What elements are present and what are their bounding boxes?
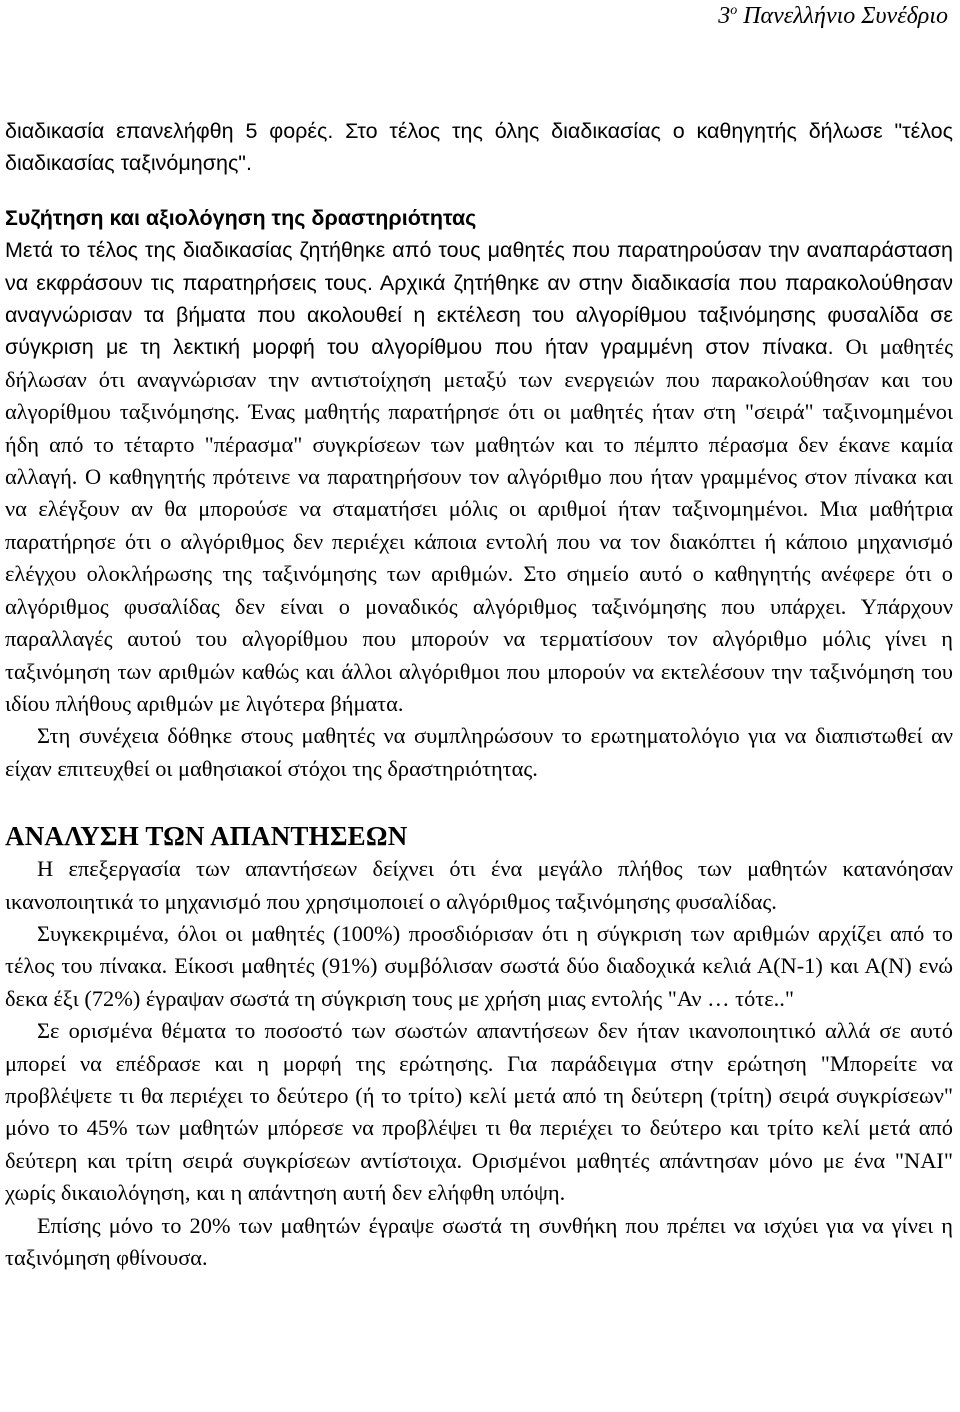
spacer (5, 180, 953, 202)
analysis-paragraph-2: Συγκεκριμένα, όλοι οι μαθητές (100%) προσδιόρισαν ότι η σύγκριση των αριθμών αρχίζει από το τέλος του πίνακα. Είκοσι μαθητές (91%) συμβόλισαν σωστά δύο διαδοχικά κελιά Α(Ν-1) και Α(Ν) ενώ δεκα έξι (72%) έγραψαν σωστά τη σύγκριση τους με χρήση μιας εντολής "Αν … τότε.." (5, 920, 953, 1011)
running-header (718, 0, 948, 32)
intro-paragraph: διαδικασία επανελήφθη 5 φορές. Στο τέλος της όλης διαδικασίας ο καθηγητής δήλωσε "τέλος διαδικασίας ταξινόμησης". (5, 119, 953, 176)
analysis-paragraph-4: Επίσης μόνο το 20% των μαθητών έγραψε σωστά τη συνθήκη που πρέπει να ισχύει για να γίνει η ταξινόμηση φθίνουσα. (5, 1212, 953, 1270)
header-number: 3 (718, 3, 731, 29)
header-title: Πανελλήνιο Συνέδριο (737, 3, 948, 29)
analysis-paragraph-1: Η επεξεργασία των απαντήσεων δείχνει ότι ένα μεγάλο πλήθος των μαθητών κατανόησαν ικανοποιητικά το μηχανισμό που χρησιμοποιεί ο αλγόριθμος ταξινόμησης φυσαλίδας. (5, 856, 953, 914)
analysis-paragraph-3: Σε ορισμένα θέματα το ποσοστό των σωστών απαντήσεων δεν ήταν ικανοποιητικό αλλά σε αυτό μπορεί να επέδρασε και η μορφή της ερώτησης. Για παράδειγμα στην ερώτηση "Μπορείτε να προβλέψετε τι θα περιέχει το δεύτερο (ή το τρίτο) κελί μετά από τη δεύτερη (τρίτη) σειρά συγκρίσεων" μόνο το 45% των μαθητών μπόρεσε να προβλέψει τι θα περιέχει το δεύτερο και τρίτο κελί μετά από δεύτερη και τρίτη σειρά συγκρίσεων αντίστοιχα. Ορισμένοι μαθητές απάντησαν μόνο με ένα "ΝΑΙ" χωρίς δικαιολόγηση, και η απάντηση αυτή δεν ελήφθη υπόψη. (5, 1018, 953, 1206)
header-superscript: ο (730, 3, 738, 18)
spacer (5, 785, 953, 819)
document-body (5, 115, 953, 1274)
discussion-heading: Συζήτηση και αξιολόγηση της δραστηριότητας (5, 205, 477, 230)
questionnaire-paragraph: Στη συνέχεια δόθηκε στους μαθητές να συμπληρώσουν το ερωτηματολόγιο για να διαπιστωθεί αν είχαν επιτευχθεί οι μαθησιακοί στόχοι της δραστηριότητας. (5, 723, 953, 781)
analysis-heading: ΑΝΑΛΥΣΗ ΤΩΝ ΑΠΑΝΤΗΣΕΩΝ (5, 821, 408, 852)
discussion-text-part2: Οι μαθητές δήλωσαν ότι αναγνώρισαν την αντιστοίχηση μεταξύ των ενεργειών που παρακολούθησαν και του αλγορίθμου ταξινόμησης. Ένας μαθητής παρατήρησε ότι οι μαθητές ήταν στη "σειρά" ταξινομημένοι ήδη από το τέταρτο "πέρασμα" συγκρίσεων των μαθητών και το πέμπτο πέρασμα δεν έκανε καμία αλλαγή. Ο καθηγητής πρότεινε να παρατηρήσουν τον αλγόριθμο που ήταν γραμμένος στον πίνακα και να ελέγξουν αν θα μπορούσε να σταματήσει μόλις οι αριθμοί ήταν ταξινομημένοι. Μια μαθήτρια παρατήρησε ότι ο αλγόριθμος δεν περιέχει κάποια εντολή που να τον διακόπτει ή κάποιο μηχανισμό ελέγχου ολοκλήρωσης της ταξινόμησης των αριθμών. Στο σημείο αυτό ο καθηγητής ανέφερε ότι ο αλγόριθμος φυσαλίδας δεν είναι ο μοναδικός αλγόριθμος ταξινόμησης που υπάρχει. Υπάρχουν παραλλαγές αυτού του αλγορίθμου που μπορούν να τερματίσουν τον αλγόριθμο μόλις γίνει η ταξινόμηση των αριθμών καθώς και άλλοι αλγόριθμοι που μπορούν να εκτελέσουν την ταξινόμηση του ιδίου πλήθους αριθμών με λιγότερα βήματα. (5, 334, 954, 716)
discussion-text-part1: Μετά το τέλος της διαδικασίας ζητήθηκε από τους μαθητές που παρατηρούσαν την αναπαράσταση να εκφράσουν τις παρατηρήσεις τους. Αρχικά ζητήθηκε αν στην διαδικασία που παρακολούθησαν αναγνώρισαν τα βήματα που ακολουθεί η εκτέλεση του αλγορίθμου ταξινόμησης φυσαλίδα σε σύγκριση με τη λεκτική μορφή του αλγορίθμου που ήταν γραμμένη στον πίνακα. (5, 238, 953, 360)
discussion-paragraph (5, 234, 953, 720)
